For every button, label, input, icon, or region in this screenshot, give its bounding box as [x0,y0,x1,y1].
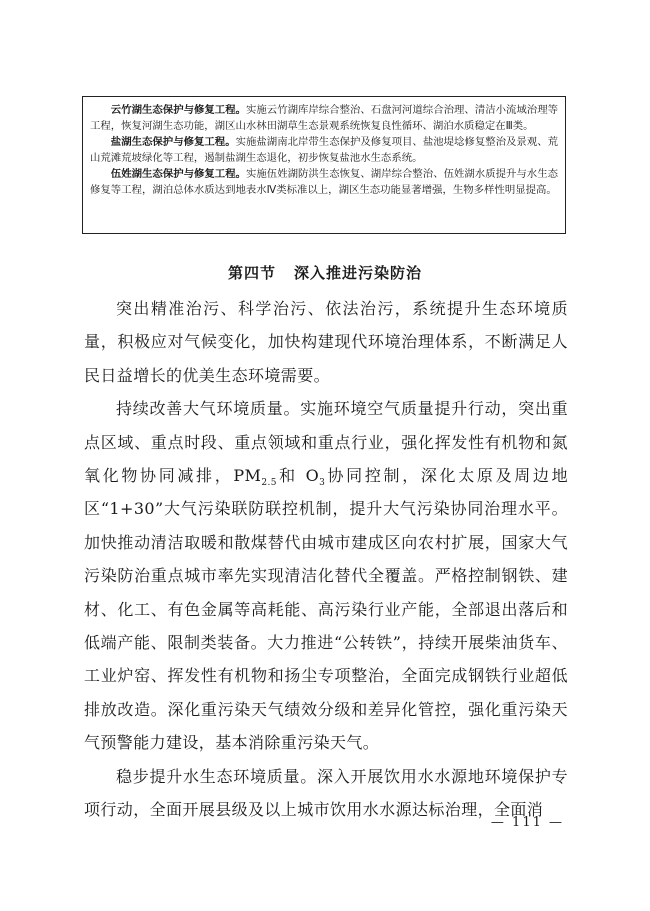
paragraph-lead: 稳步提升水生态环境质量。 [116,766,318,786]
section-heading [0,262,650,283]
subscript: 3 [319,478,326,489]
box-item-term: 云竹湖生态保护与修复工程。 [110,104,246,116]
body-text [84,292,568,827]
box-item-text: 实施伍姓湖防洪生态恢复、湖岸综合整治、伍姓湖水质提升与水生态修复等工程，湖泊总体水质达到地表水Ⅳ类标准以上，湖区生态功能显著增强，生物多样性明显提高。 [90,168,558,196]
subscript: 2.5 [261,478,277,489]
paragraph-text: 实施环境空气质量提升行动，突出重点区域、重点时段、重点领域和重点行业，强化挥发性有机物和氮氧化物协同减排，PM [84,399,568,486]
box-item-wuxing [90,166,558,198]
paragraph-air-quality [84,392,568,759]
box-item-text: 实施云竹湖库岸综合整治、石盘河河道综合治理、清洁小流域治理等工程，恢复河湖生态功能，湖区山水林田湖草生态景观系统恢复良性循环、湖泊水质稳定在Ⅲ类。 [90,104,558,132]
paragraph-lead: 持续改善大气环境质量。 [116,399,301,419]
paragraph-text: 协同控制，深化太原及周边地区“1+30”大气污染联防联控机制，提升大气污染协同治理水平。加快推动清洁取暖和散煤替代由城市建成区向农村扩展，国家大气污染防治重点城市率先实现清洁化替代全覆盖。严格控制钢铁、建材、化工、有色金属等高耗能、高污染行业产能，全部退出落后和低端产能、限制类装备。大力推进“公转铁”，持续开展柴油货车、工业炉窑、挥发性有机物和扬尘专项整治，全面完成钢铁行业超低排放改造。深化重污染天气绩效分级和差异化管控，强化重污染天气预警能力建设，基本消除重污染天气。 [84,466,568,753]
page-number: — 111 — [490,815,564,830]
box-item-yanhu [90,134,558,166]
section-title: 深入推进污染防治 [294,264,423,282]
project-box [82,96,566,234]
paragraph-text: 深入开展饮用水水源地环境保护专项行动，全面开展县级及以上城市饮用水水源达标治理，全面消 [84,766,568,820]
section-number: 第四节 [227,264,276,282]
box-item-term: 伍姓湖生态保护与修复工程。 [110,168,246,180]
paragraph-intro: 突出精准治污、科学治污、依法治污，系统提升生态环境质量，积极应对气候变化，加快构建现代环境治理体系，不断满足人民日益增长的优美生态环境需要。 [84,299,568,385]
box-item-yunzhu [90,102,558,134]
box-item-text: 实施盐湖南北岸带生态保护及修复项目、盐池堤埝修复整治及景观、荒山荒滩荒坡绿化等工程，遏制盐湖生态退化，初步恢复盐池水生态系统。 [90,136,559,164]
box-item-term: 盐湖生态保护与修复工程。 [110,136,236,148]
paragraph-text: 和 O [276,466,320,486]
